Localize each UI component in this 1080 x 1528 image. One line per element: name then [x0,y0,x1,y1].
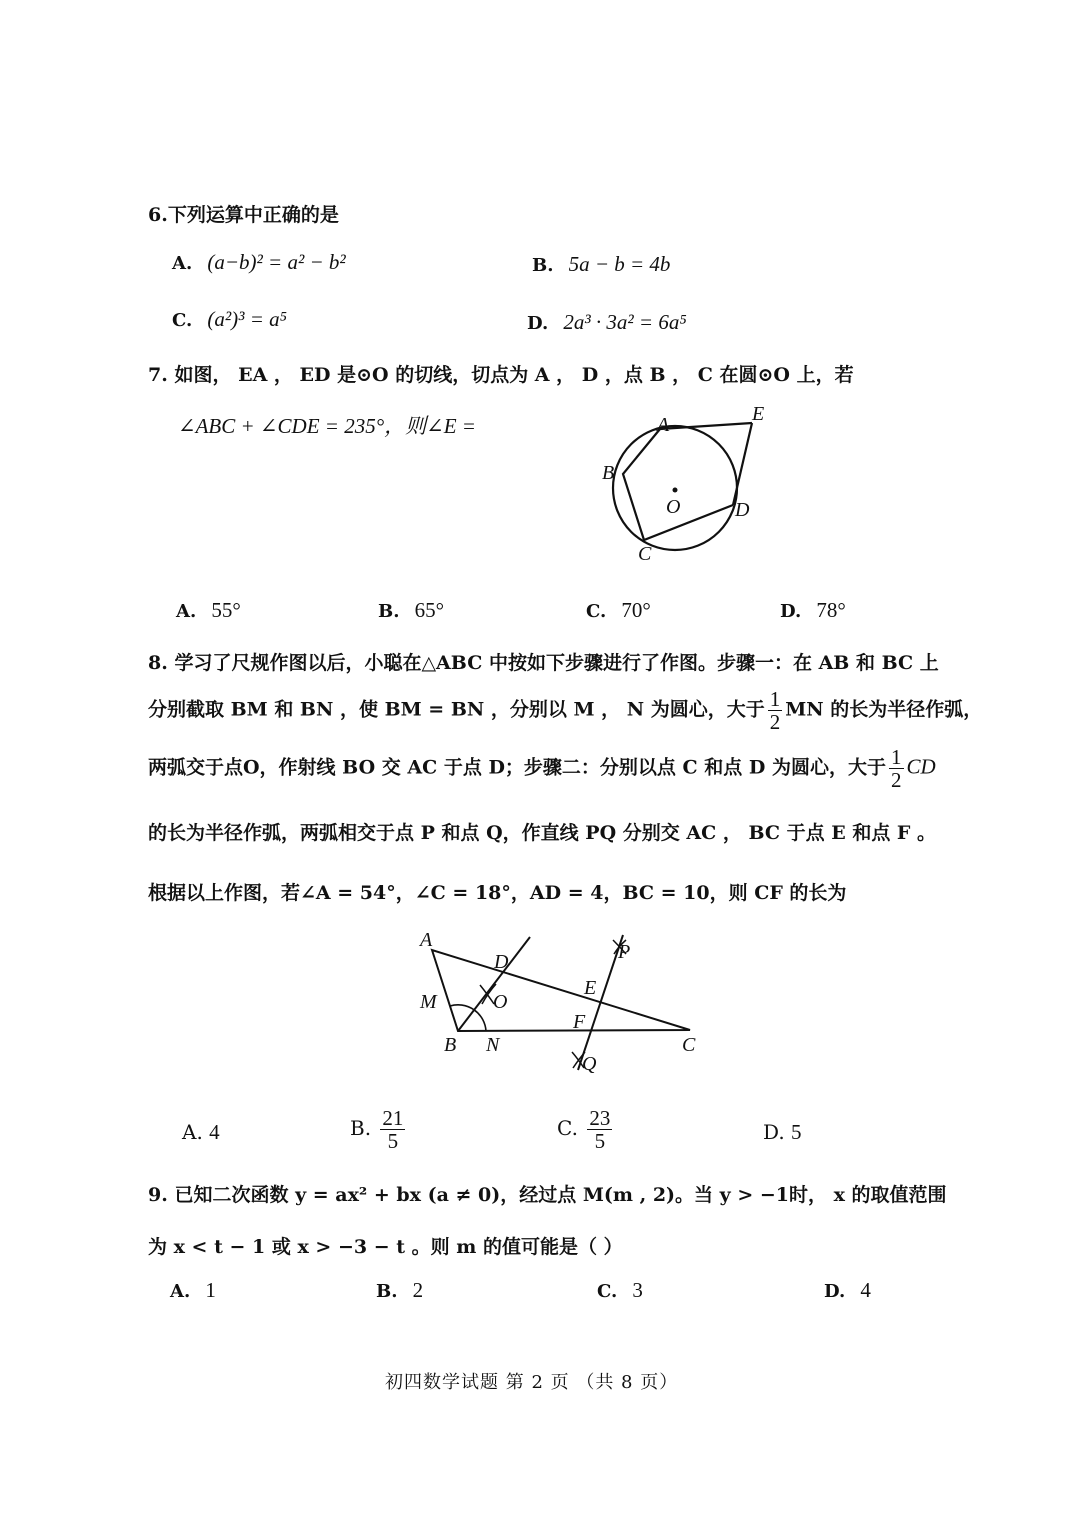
q6-option-c [172,307,287,332]
q7-option-d [780,598,846,623]
q7-figure [590,395,790,570]
label-a: A [657,414,670,436]
q8-line2-post: MN 的长为半径作弧， [785,698,983,721]
q8-half-den-1: 2 [769,710,781,735]
q8-option-d-text: 5 [791,1120,802,1144]
q7-option-d-label: D. [780,601,802,622]
q6-option-b-label: B. [532,255,554,276]
q6-option-b [532,252,670,277]
q6-stem: 6.下列运算中正确的是 [148,204,339,226]
q9-option-c [597,1278,643,1303]
label-e: E [752,403,765,425]
fig8-label-a: A [420,929,433,951]
q9-option-a-text: 1 [205,1278,216,1302]
q8-line4: 的长为半径作弧，两弧相交于点 P 和点 Q，作直线 PQ 分别交 AC ， BC 于点 E 和点 F 。 [148,822,937,844]
label-o: O [666,496,681,518]
tangent-ed [733,423,752,505]
q8-option-c-num: 23 [589,1106,611,1130]
fig8-label-n: N [486,1034,500,1056]
fig8-label-d: D [494,951,509,973]
q9-line2: 为 x < t − 1 或 x > −3 − t 。则 m 的值可能是（ ） [148,1236,623,1258]
q8-option-b-fraction [380,1107,405,1152]
line-pq [578,935,623,1070]
q8-half-fraction-1 [768,688,783,733]
q6-option-d-text: 2a³ · 3a² = 6a⁵ [563,310,687,334]
q8-option-c [557,1107,615,1152]
q9-option-a-label: A. [170,1281,191,1302]
chords-abcd [623,429,733,540]
q8-line3-post: CD [906,754,936,779]
q8-line2 [148,688,982,733]
q7-option-b-text: 65° [414,598,444,622]
q8-option-b-label: B. [350,1116,372,1141]
q8-figure [410,925,710,1080]
q8-option-b-num: 21 [382,1106,404,1130]
q7-option-a-text: 55° [211,598,241,622]
q7-option-b-label: B. [378,601,400,622]
q9-line1: 9. 已知二次函数 y = ax² + bx (a ≠ 0)，经过点 M(m , 2)。当 y > −1时， x 的取值范围 [148,1184,947,1206]
q6-option-c-label: C. [172,310,193,331]
fig8-label-o: O [493,991,508,1013]
q8-line1: 8. 学习了尺规作图以后，小聪在△ABC 中按如下步骤进行了作图。步骤一：在 AB 和 BC 上 [148,652,939,674]
q9-option-c-text: 3 [632,1278,643,1302]
q9-option-d [824,1278,871,1303]
fig8-label-q: Q [582,1053,597,1075]
q8-half-num-2: 1 [891,745,902,769]
label-b: B [602,462,615,484]
q9-option-b [376,1278,423,1303]
q7-line1 [148,360,854,387]
q7-line2: ∠ABC + ∠CDE = 235°，则∠E = [178,414,476,438]
q6-option-a-text: (a−b)² = a² − b² [207,250,346,274]
q6-option-a-label: A. [172,253,193,274]
fig8-label-f: F [573,1011,586,1033]
q8-option-c-label: C. [557,1116,578,1141]
fig8-label-b: B [444,1034,457,1056]
q8-half-den-2: 2 [891,768,902,793]
q7-option-c-label: C. [586,601,607,622]
q6-option-c-text: (a²)³ = a⁵ [207,307,287,331]
q7-option-a [176,598,241,623]
center-dot-o [673,488,678,493]
q8-option-b-den: 5 [387,1129,399,1154]
q9-option-b-text: 2 [412,1278,424,1302]
q6-option-d-label: D. [527,313,549,334]
fig8-label-m: M [420,991,437,1013]
q7-number: 7. [148,364,168,386]
fig8-label-p: P [618,941,631,963]
q7-line1-text: 如图， EA ， ED 是⊙O 的切线，切点为 A ， D ，点 B ， C 在圆⊙O 上，若 [174,364,854,386]
q7-option-a-label: A. [176,601,197,622]
q9-option-c-label: C. [597,1281,618,1302]
q6-option-b-text: 5a − b = 4b [568,252,671,276]
q9-option-a [170,1278,216,1303]
q6-option-a [172,250,346,275]
q8-half-fraction-2 [889,746,904,791]
q8-option-d [763,1120,802,1145]
q8-line3 [148,746,936,791]
q8-option-c-den: 5 [594,1129,606,1154]
q8-option-a-label: A. [182,1120,203,1144]
q7-option-b [378,598,444,623]
q8-option-a-text: 4 [209,1120,220,1144]
q6-option-d [527,310,687,335]
q8-option-b [350,1107,408,1152]
q8-line5: 根据以上作图，若∠A = 54°，∠C = 18°，AD = 4，BC = 10，则 CF 的长为 [148,882,847,904]
q7-option-c [586,598,651,623]
fig8-label-c: C [682,1034,696,1056]
q7-option-c-text: 70° [621,598,651,622]
fig8-label-e: E [584,977,597,999]
label-d: D [735,499,750,521]
triangle-abc [432,950,690,1031]
q7-option-d-text: 78° [816,598,846,622]
q8-option-a [182,1120,220,1145]
q8-option-d-label: D. [763,1120,785,1144]
page-footer: 初四数学试题 第 2 页 （共 8 页） [385,1372,679,1393]
label-c: C [638,543,652,565]
q9-option-d-label: D. [824,1281,846,1302]
q8-line2-pre: 分别截取 BM 和 BN ，使 BM = BN ，分别以 M ， N 为圆心，大于 [148,698,765,721]
q8-line3-pre: 两弧交于点O，作射线 BO 交 AC 于点 D；步骤二：分别以点 C 和点 D 为圆心，大于 [148,756,886,779]
q9-option-d-text: 4 [860,1278,871,1302]
q8-half-num-1: 1 [769,687,781,711]
q9-option-b-label: B. [376,1281,398,1302]
q8-option-c-fraction [587,1107,612,1152]
